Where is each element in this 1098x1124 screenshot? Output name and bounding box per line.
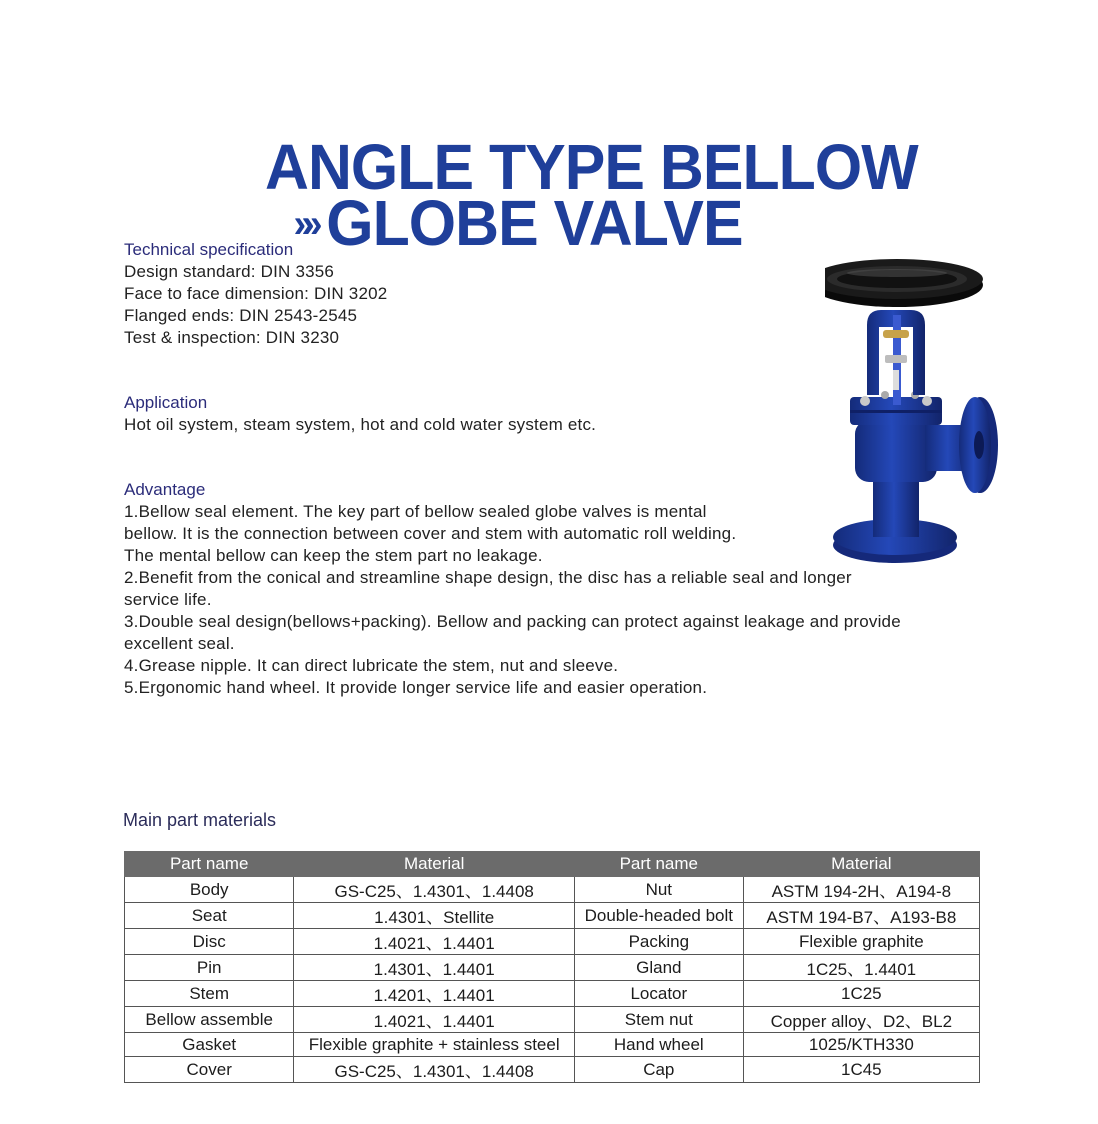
cell: Packing — [574, 929, 743, 955]
cell: Cap — [574, 1057, 743, 1083]
materials-table — [124, 851, 980, 1083]
cell: Stem nut — [574, 1007, 743, 1033]
advantage-heading: Advantage — [124, 480, 206, 499]
col-header-part-name-2: Part name — [574, 852, 743, 877]
cell: ASTM 194-B7、A193-B8 — [743, 903, 979, 929]
advantage-line: 4.Grease nipple. It can direct lubricate the stem, nut and sleeve. — [124, 656, 619, 675]
advantage-line: 2.Benefit from the conical and streamline shape design, the disc has a reliable seal and longer — [124, 568, 852, 587]
advantage-line: 3.Double seal design(bellows+packing). Bellow and packing can protect against leakage and provide — [124, 612, 901, 631]
cell: Copper alloy、D2、BL2 — [743, 1007, 979, 1033]
cell: GS-C25、1.4301、1.4408 — [294, 1057, 575, 1083]
cell: GS-C25、1.4301、1.4408 — [294, 877, 575, 903]
cell: Body — [125, 877, 294, 903]
cell: Double-headed bolt — [574, 903, 743, 929]
cell: Seat — [125, 903, 294, 929]
cell: Flexible graphite + stainless steel — [294, 1033, 575, 1057]
cell: ASTM 194-2H、A194-8 — [743, 877, 979, 903]
table-header-row — [125, 852, 980, 877]
cell: Disc — [125, 929, 294, 955]
cell: Cover — [125, 1057, 294, 1083]
table-row — [125, 1057, 980, 1083]
cell: 1C25 — [743, 981, 979, 1007]
advantage-line: 5.Ergonomic hand wheel. It provide longer service life and easier operation. — [124, 678, 708, 697]
title-line-2 — [293, 186, 918, 260]
advantage-line: service life. — [124, 590, 212, 609]
application-line: Hot oil system, steam system, hot and cold water system etc. — [124, 415, 597, 434]
table-row — [125, 877, 980, 903]
spec-design-standard: Design standard: DIN 3356 — [124, 262, 335, 281]
valve-product-image — [825, 255, 1005, 565]
cell: 1.4201、1.4401 — [294, 981, 575, 1007]
cell: 1C25、1.4401 — [743, 955, 979, 981]
cell: Locator — [574, 981, 743, 1007]
table-row — [125, 929, 980, 955]
page-title — [265, 130, 918, 260]
cell: 1.4301、Stellite — [294, 903, 575, 929]
application-heading: Application — [124, 393, 208, 412]
cell: Gasket — [125, 1033, 294, 1057]
table-row — [125, 1033, 980, 1057]
technical-spec-list — [124, 261, 387, 349]
spec-test-inspection: Test & inspection: DIN 3230 — [124, 328, 340, 347]
advantage-list — [124, 501, 901, 699]
table-row — [125, 903, 980, 929]
table-row — [125, 955, 980, 981]
cell: Stem — [125, 981, 294, 1007]
cell: Gland — [574, 955, 743, 981]
chevron-right-icon: »» — [293, 201, 310, 246]
materials-heading: Main part materials — [123, 810, 277, 830]
title-line-1: ANGLE TYPE BELLOW — [265, 130, 918, 203]
advantage-line: 1.Bellow seal element. The key part of bellow sealed globe valves is mental — [124, 502, 707, 521]
cell: 1.4021、1.4401 — [294, 1007, 575, 1033]
table-row — [125, 1007, 980, 1033]
col-header-material-2: Material — [743, 852, 979, 877]
col-header-part-name: Part name — [125, 852, 294, 877]
spec-flanged-ends: Flanged ends: DIN 2543-2545 — [124, 306, 358, 325]
technical-spec-heading: Technical specification — [124, 240, 294, 259]
cell: 1.4301、1.4401 — [294, 955, 575, 981]
spec-face-to-face: Face to face dimension: DIN 3202 — [124, 284, 388, 303]
advantage-line: bellow. It is the connection between cover and stem with automatic roll welding. — [124, 524, 737, 543]
cell: 1C45 — [743, 1057, 979, 1083]
table-row — [125, 981, 980, 1007]
col-header-material: Material — [294, 852, 575, 877]
cell: 1025/KTH330 — [743, 1033, 979, 1057]
application-text — [124, 414, 596, 436]
advantage-line: The mental bellow can keep the stem part no leakage. — [124, 546, 543, 565]
cell: Nut — [574, 877, 743, 903]
cell: Bellow assemble — [125, 1007, 294, 1033]
title-line-2-text: GLOBE VALVE — [326, 186, 743, 259]
cell: Pin — [125, 955, 294, 981]
advantage-line: excellent seal. — [124, 634, 235, 653]
cell: Hand wheel — [574, 1033, 743, 1057]
cell: Flexible graphite — [743, 929, 979, 955]
cell: 1.4021、1.4401 — [294, 929, 575, 955]
